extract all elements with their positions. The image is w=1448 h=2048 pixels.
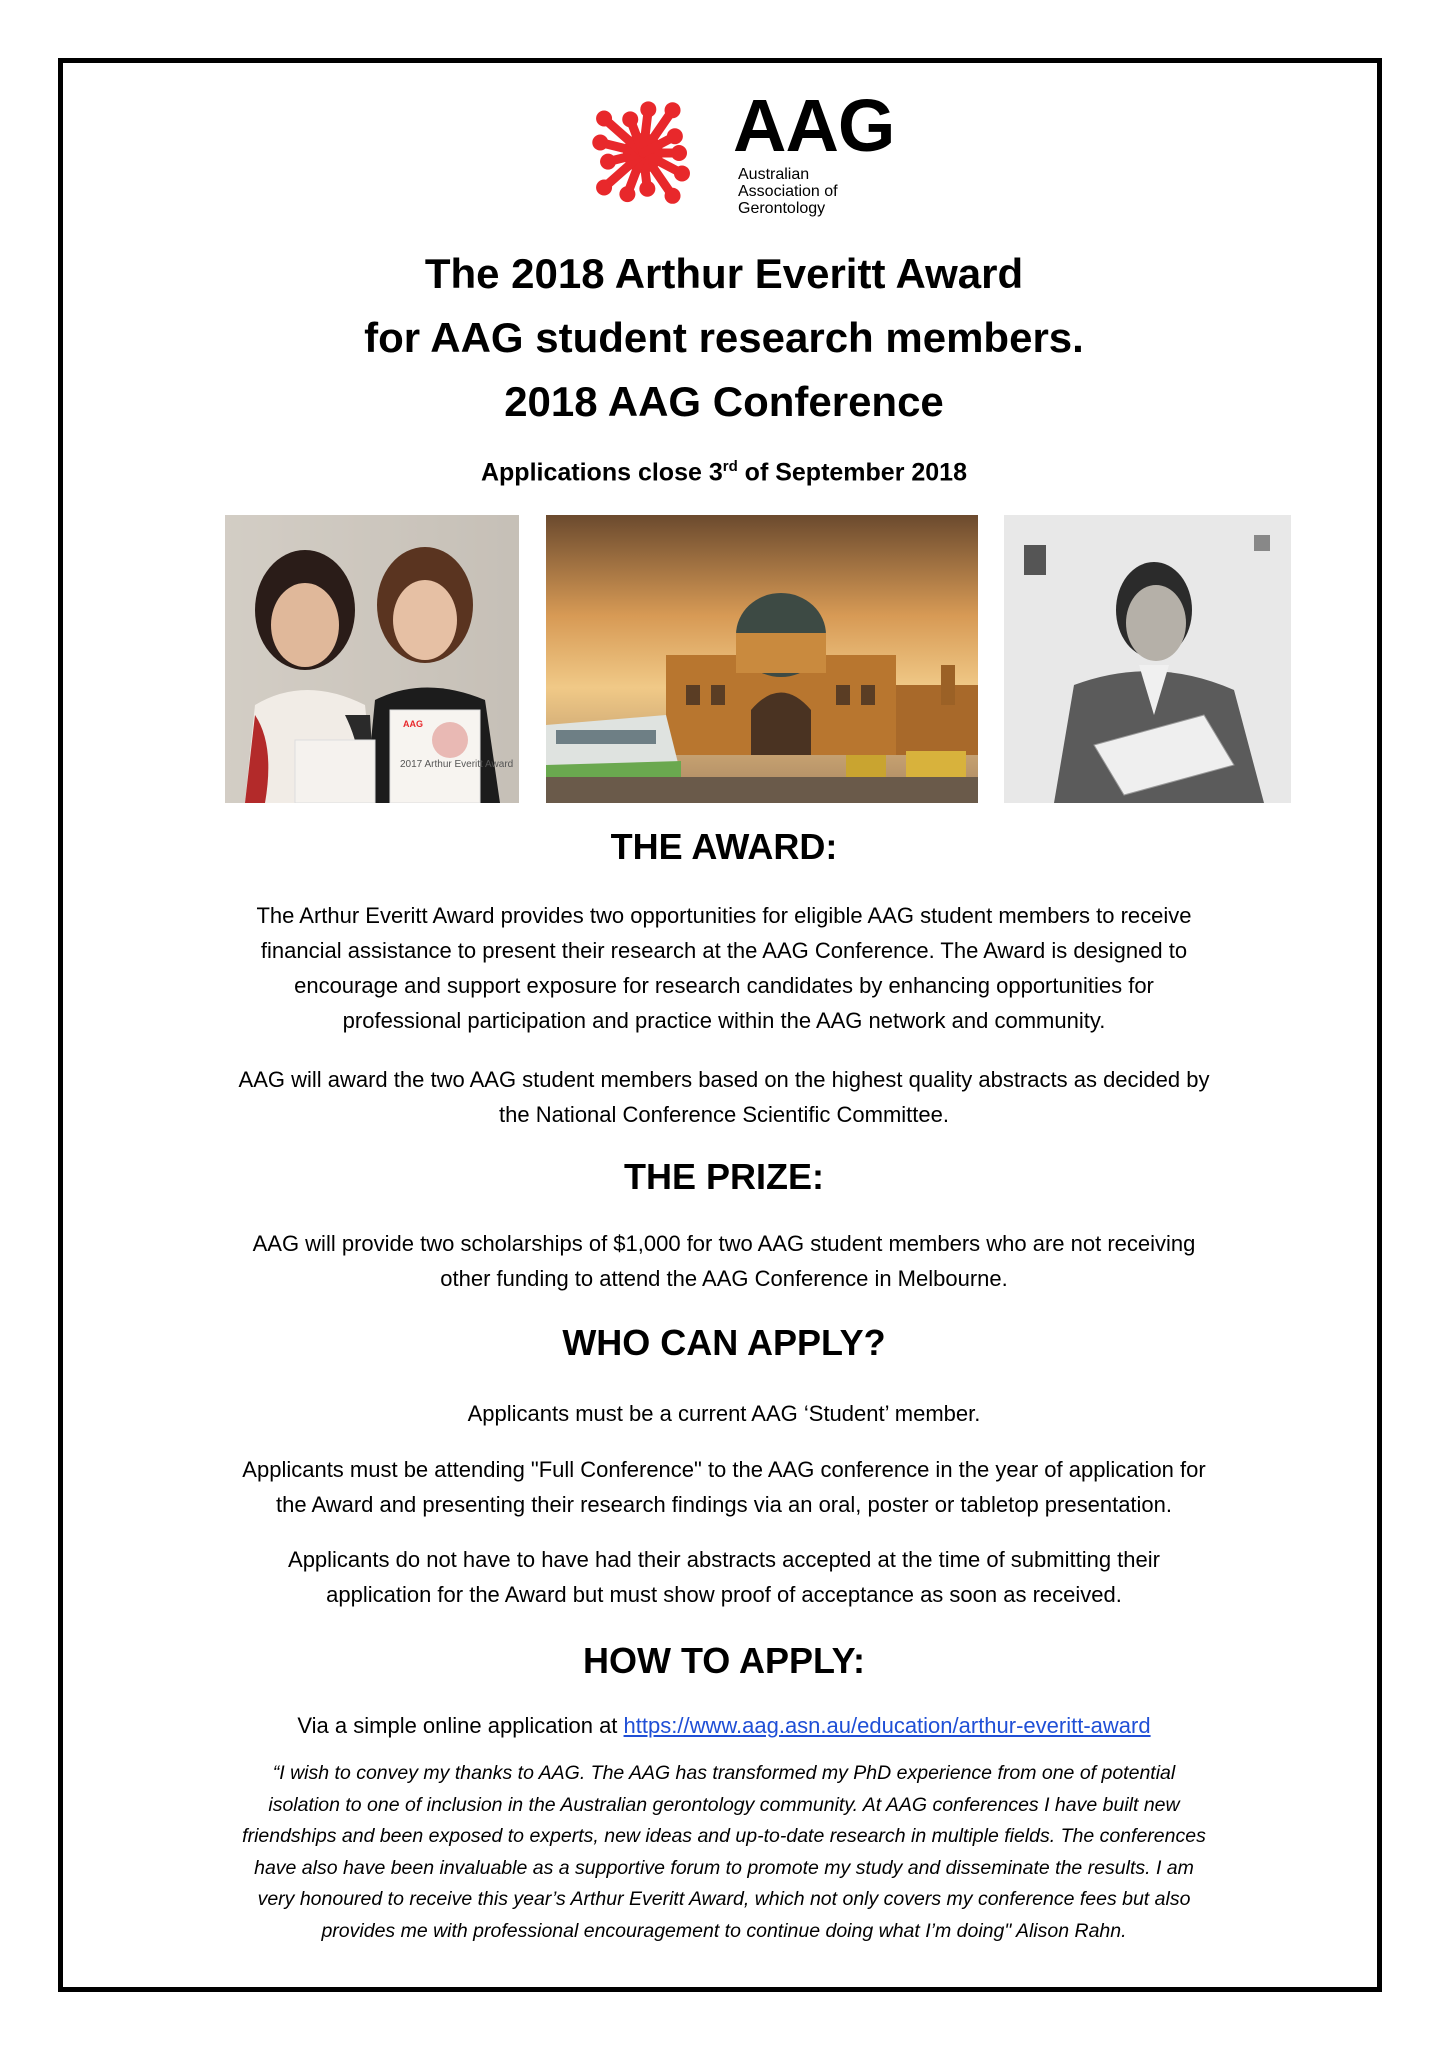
melbourne-station-photo bbox=[546, 515, 978, 803]
who-paragraph-2: Applicants must be attending "Full Conference" to the AAG conference in the year of application for the Award and presenting their research findings via an oral, poster or tabletop presentation. bbox=[242, 1457, 1206, 1517]
who-paragraph-3: Applicants do not have to have had their abstracts accepted at the time of submitting their application for the Award but must show proof of acceptance as soon as received. bbox=[288, 1547, 1160, 1607]
testimonial-quote: “I wish to convey my thanks to AAG. The AAG has transformed my PhD experience from one of potential isolation to one of inclusion in the Australian gerontology community. At AAG conferences I have built new friendships and been exposed to experts, new ideas and up-to-date research in multiple fields. The conferences have also have been invaluable as a supportive forum to promote my study and disseminate the results. I am very honoured to receive this year’s Arthur Everitt Award, which not only covers my conference fees but also provides me with professional encouragement to continue doing what I’m doing" Alison Rahn. bbox=[242, 1762, 1206, 1942]
application-link[interactable]: https://www.aag.asn.au/education/arthur-everitt-award bbox=[623, 1713, 1151, 1738]
award-heading: THE AWARD: bbox=[610, 826, 838, 867]
page-title bbox=[0, 242, 1448, 434]
aag-logo-icon bbox=[575, 83, 725, 223]
logo-abbreviation: AAG bbox=[733, 84, 895, 167]
certificate-logo: AAG bbox=[403, 719, 423, 729]
arthur-everitt-portrait bbox=[1004, 515, 1291, 803]
application-deadline: Applications close 3rd of September 2018 bbox=[480, 458, 967, 487]
title-line-2: for AAG student research members. bbox=[364, 314, 1084, 361]
who-can-apply-heading: WHO CAN APPLY? bbox=[562, 1322, 886, 1363]
how-to-apply-heading: HOW TO APPLY: bbox=[582, 1640, 866, 1681]
prize-heading: THE PRIZE: bbox=[623, 1156, 824, 1197]
certificate-caption: 2017 Arthur Everitt Award bbox=[400, 759, 514, 770]
title-line-1: The 2018 Arthur Everitt Award bbox=[424, 250, 1024, 297]
aag-logo bbox=[575, 83, 895, 223]
title-line-3: 2018 AAG Conference bbox=[504, 378, 944, 425]
how-to-apply-line: Via a simple online application at https://www.aag.asn.au/education/arthur-everitt-award bbox=[297, 1713, 1151, 1738]
logo-organisation-name: Australian Association of Gerontology bbox=[738, 166, 838, 217]
prize-paragraph: AAG will provide two scholarships of $1,000 for two AAG student members who are not receiving other funding to attend the AAG Conference in Melbourne. bbox=[252, 1231, 1196, 1291]
who-paragraph-1: Applicants must be a current AAG ‘Student’ member. bbox=[467, 1401, 981, 1426]
award-paragraph-2: AAG will award the two AAG student members based on the highest quality abstracts as decided by the National Conference Scientific Committee. bbox=[238, 1067, 1210, 1127]
award-paragraph-1: The Arthur Everitt Award provides two opportunities for eligible AAG student members to receive financial assistance to present their research at the AAG Conference. The Award is designed to encourage and support exposure for research candidates by enhancing opportunities for professional participation and practice within the AAG network and community. bbox=[256, 903, 1192, 1033]
award-winners-photo bbox=[225, 515, 519, 803]
